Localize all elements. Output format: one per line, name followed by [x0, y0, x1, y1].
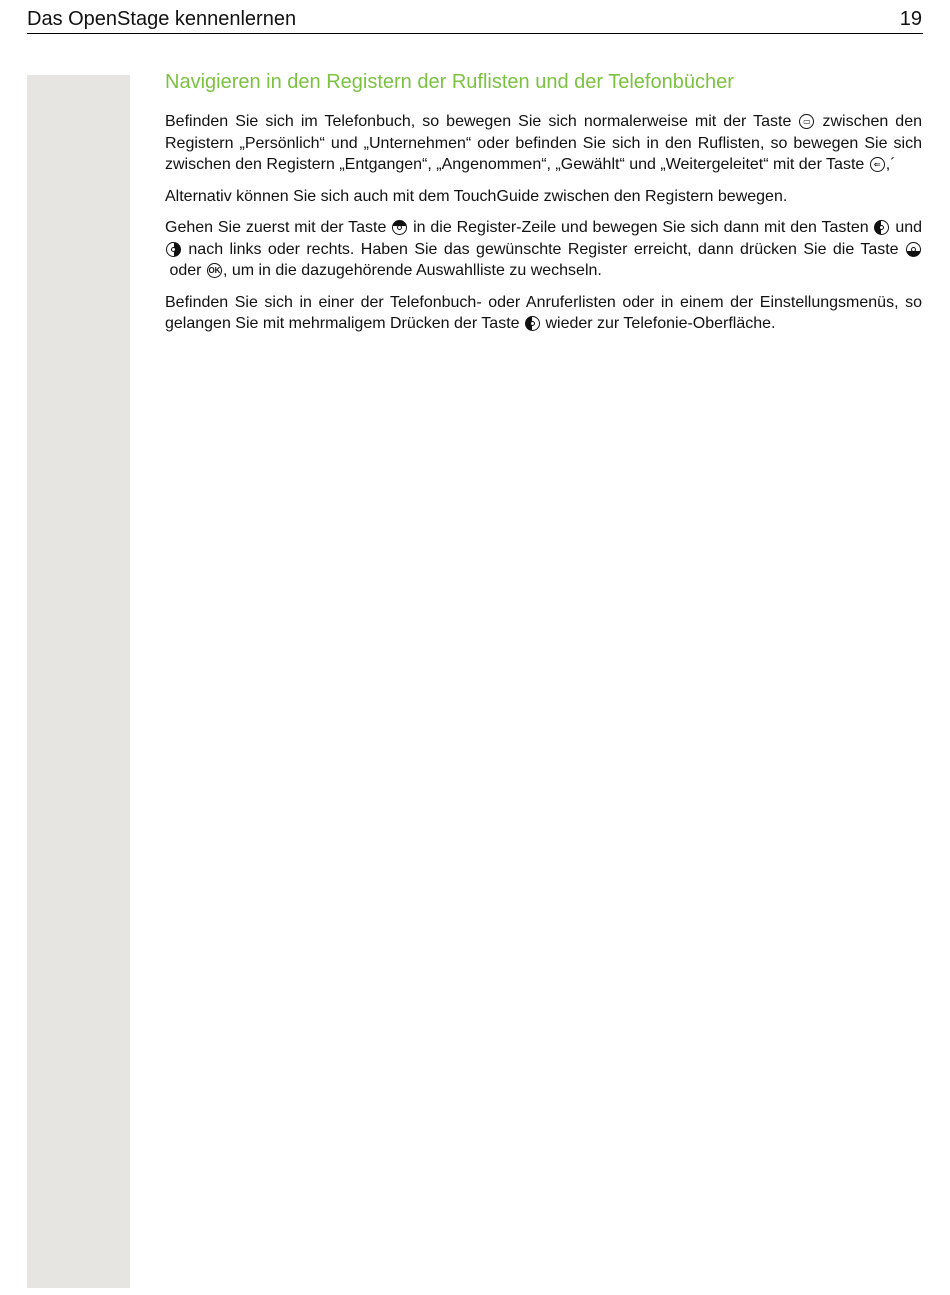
paragraph-3-text-f: , um in die dazugehörende Auswahlliste zu wechseln. [222, 262, 602, 279]
navigation-up-icon [392, 220, 407, 235]
page-header [27, 4, 923, 34]
ok-key-icon: OK [207, 263, 222, 278]
paragraph-4-text-a: Befinden Sie sich in einer der Telefonbuch- oder Anruferlisten oder in einem der Einstellungsmenüs, so gelangen Sie mit mehrmaligem Drücken der Taste [165, 293, 922, 332]
section-title: Navigieren in den Registern der Ruflisten und der Telefonbücher [165, 71, 734, 93]
paragraph-4-text-b: wieder zur Telefonie-Oberfläche. [545, 315, 776, 332]
main-content [165, 68, 922, 345]
paragraph-1 [165, 111, 922, 176]
navigation-right-icon [166, 242, 181, 257]
paragraph-3-text-c: und [895, 219, 923, 236]
navigation-left-icon [525, 316, 540, 331]
paragraph-3-text-d: nach links oder rechts. Haben Sie das gewünschte Register erreicht, dann drücken Sie die Taste [188, 240, 899, 258]
paragraph-1-text-a: Befinden Sie sich im Telefonbuch, so bewegen Sie sich normalerweise mit der Taste [165, 113, 792, 130]
paragraph-3-text-b: in die Register-Zeile und bewegen Sie sich dann mit den Tasten [413, 219, 869, 236]
chapter-title: Das OpenStage kennenlernen [27, 8, 297, 30]
paragraph-1-text-c: ,´ [885, 156, 896, 173]
paragraph-1-text-b: zwischen den Registern „Persönlich“ und „Unternehmen“ oder befinden Sie sich in den Ruflisten, so bewegen Sie sich zwischen den Registern „Entgangen“, „Angenommen“, „Gewählt“ und „Weitergeleitet“ mit der Taste [165, 113, 923, 173]
paragraph-3 [165, 217, 922, 282]
navigation-left-icon [874, 220, 889, 235]
page-number: 19 [899, 8, 922, 30]
margin-sidebar [27, 75, 130, 1288]
paragraph-2: Alternativ können Sie sich auch mit dem TouchGuide zwischen den Registern bewegen. [165, 187, 788, 205]
calllist-key-icon: ⇐ [870, 157, 885, 172]
paragraph-3-text-a: Gehen Sie zuerst mit der Taste [165, 219, 387, 236]
paragraph-4 [165, 292, 922, 335]
navigation-down-icon [906, 242, 921, 257]
paragraph-3-text-e: oder [169, 262, 202, 279]
phonebook-key-icon: ▭ [799, 114, 814, 129]
